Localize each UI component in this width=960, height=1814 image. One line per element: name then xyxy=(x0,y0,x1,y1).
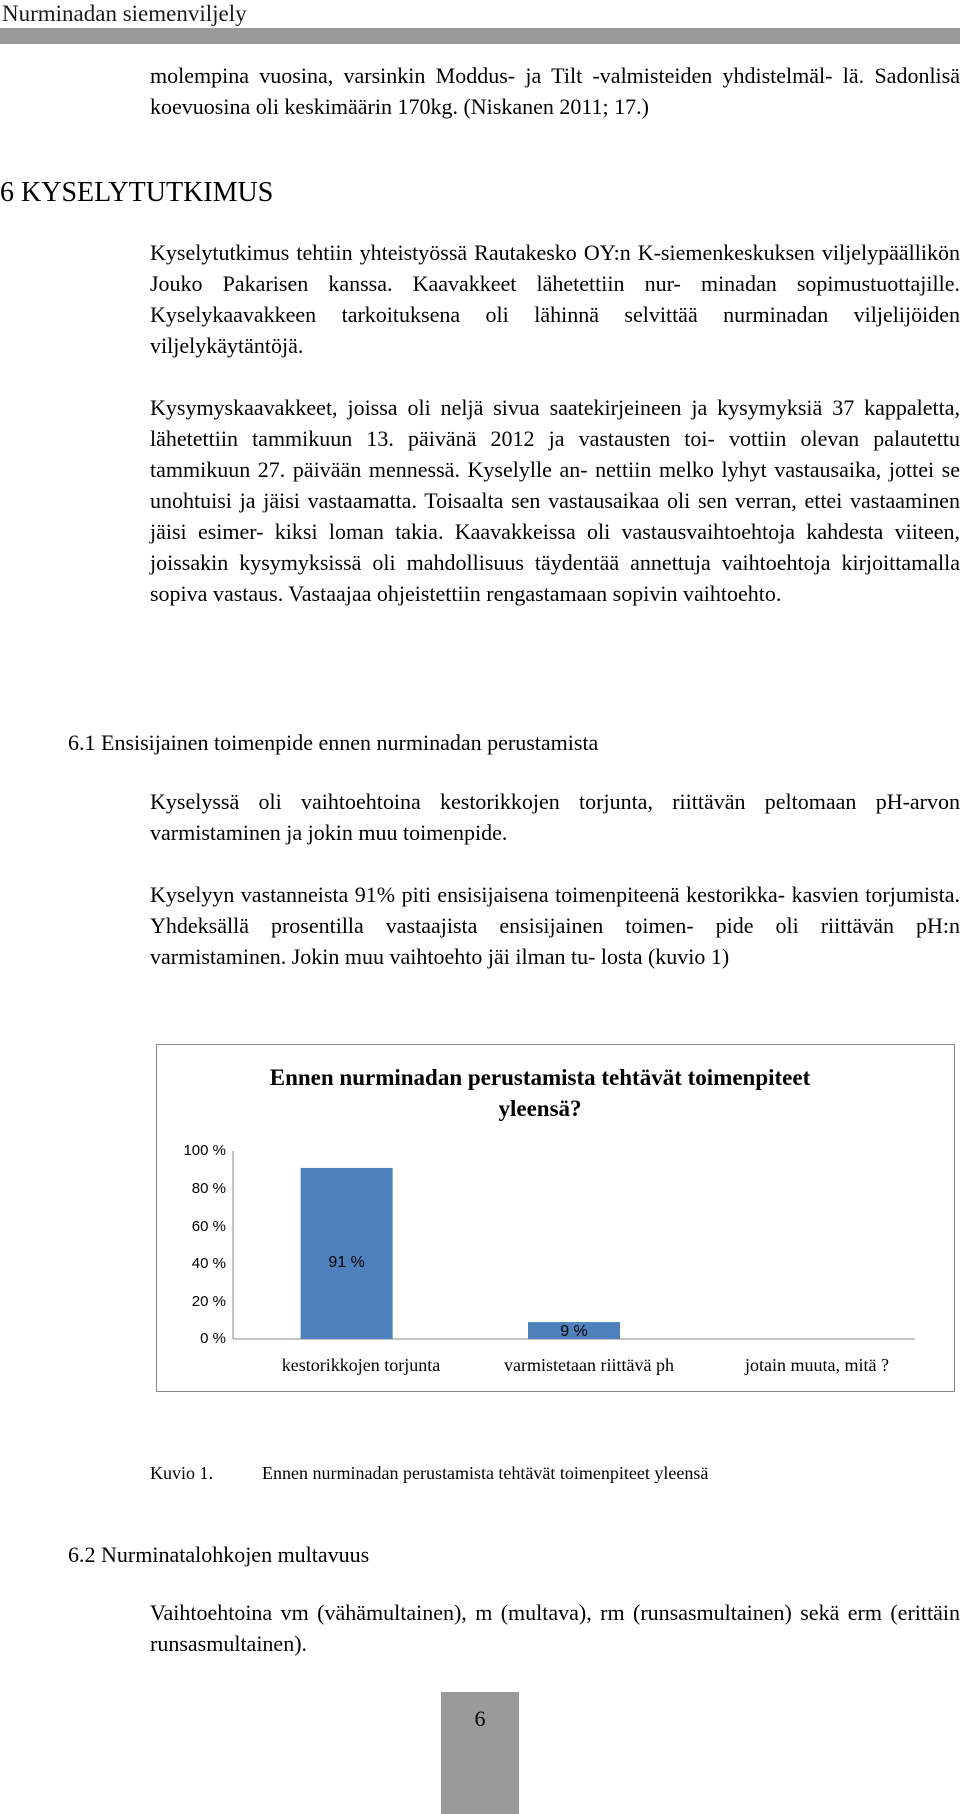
section-6-1-paragraph-1: Kyselyssä oli vaihtoehtoina kestorikkojen torjunta, riittävän peltomaan pH-arvon varmistaminen ja jokin muu toimenpide. xyxy=(150,789,960,845)
section-6-1-paragraph-2: Kyselyyn vastanneista 91% piti ensisijaisena toimenpiteenä kestorikka- kasvien torjumista. Yhdeksällä prosentilla vastaajista ensisijainen toimen- pide oli riittävän pH:n varmistaminen. Jokin muu vaihtoehto jäi ilman tu- losta (kuvio 1) xyxy=(150,882,960,969)
y-tick-label: 20 % xyxy=(191,1293,226,1310)
x-category-label: varmistetaan riittävä ph xyxy=(504,1355,674,1375)
y-tick-label: 80 % xyxy=(191,1180,226,1197)
figure-label: Kuvio 1. xyxy=(150,1463,213,1483)
x-category-label: jotain muuta, mitä ? xyxy=(745,1355,889,1375)
figure-caption: Ennen nurminadan perustamista tehtävät toimenpiteet yleensä xyxy=(262,1463,709,1483)
bar-value-label: 91 % xyxy=(328,1254,365,1271)
y-tick-label: 0 % xyxy=(200,1330,226,1347)
y-tick-label: 100 % xyxy=(183,1142,226,1159)
y-tick-label: 40 % xyxy=(191,1255,226,1272)
bar-value-label: 9 % xyxy=(560,1323,588,1341)
header-title: Nurminadan siemenviljely xyxy=(2,1,247,26)
section-6-2-paragraph-1: Vaihtoehtoina vm (vähämultainen), m (multava), rm (runsasmultainen) sekä erm (erittäin runsasmultainen). xyxy=(150,1600,960,1656)
page-number: 6 xyxy=(474,1706,486,1731)
chart-title: Ennen nurminadan perustamista tehtävät toimenpiteet yleensä? xyxy=(269,1065,811,1121)
section-6-2-heading: 6.2 Nurminatalohkojen multavuus xyxy=(68,1542,370,1567)
section-6-1-heading: 6.1 Ensisijainen toimenpide ennen nurminadan perustamista xyxy=(68,730,599,755)
section-6-paragraph-1: Kyselytutkimus tehtiin yhteistyössä Rautakesko OY:n K-siemenkeskuksen viljelypäällikön Jouko Pakarisen kanssa. Kaavakkeet lähetettiin nur- minadan sopimustuottajille. Kyselykaavakkeen tarkoituksena oli lähinnä selvittää nurminadan viljelijöiden viljelykäytäntöjä. xyxy=(150,240,960,358)
section-6-heading: 6 KYSELYTUTKIMUS xyxy=(0,177,274,208)
x-category-label: kestorikkojen torjunta xyxy=(281,1355,441,1375)
intro-paragraph: molempina vuosina, varsinkin Moddus- ja Tilt -valmisteiden yhdistelmäl- lä. Sadonlisä koevuosina oli keskimäärin 170kg. (Niskanen 2011; 17.) xyxy=(150,63,960,119)
y-tick-label: 60 % xyxy=(191,1218,226,1235)
section-6-paragraph-2: Kysymyskaavakkeet, joissa oli neljä sivua saatekirjeineen ja kysymyksiä 37 kappaletta, lähetettiin tammikuun 13. päivänä 2012 ja vastausten toi- vottiin olevan palautettu tammikuun 27. päivään mennessä. Kyselylle an- nettiin melko lyhyt vastausaika, jottei se unohtuisi ja jäisi vastaamatta. Toisaalta sen vastausaikaa oli sen verran, ettei vastaaminen jäisi esimer- kiksi loman takia. Kaavakkeissa oli vastausvaihtoehtoja kahdesta viiteen, joissakin kysymyksissä oli mahdollisuus täydentää annettuja vaihtoehtoja kirjoittamalla sopiva vastaus. Vastaajaa ohjeistettiin rengastamaan sopivin vaihtoehto. xyxy=(150,395,960,606)
